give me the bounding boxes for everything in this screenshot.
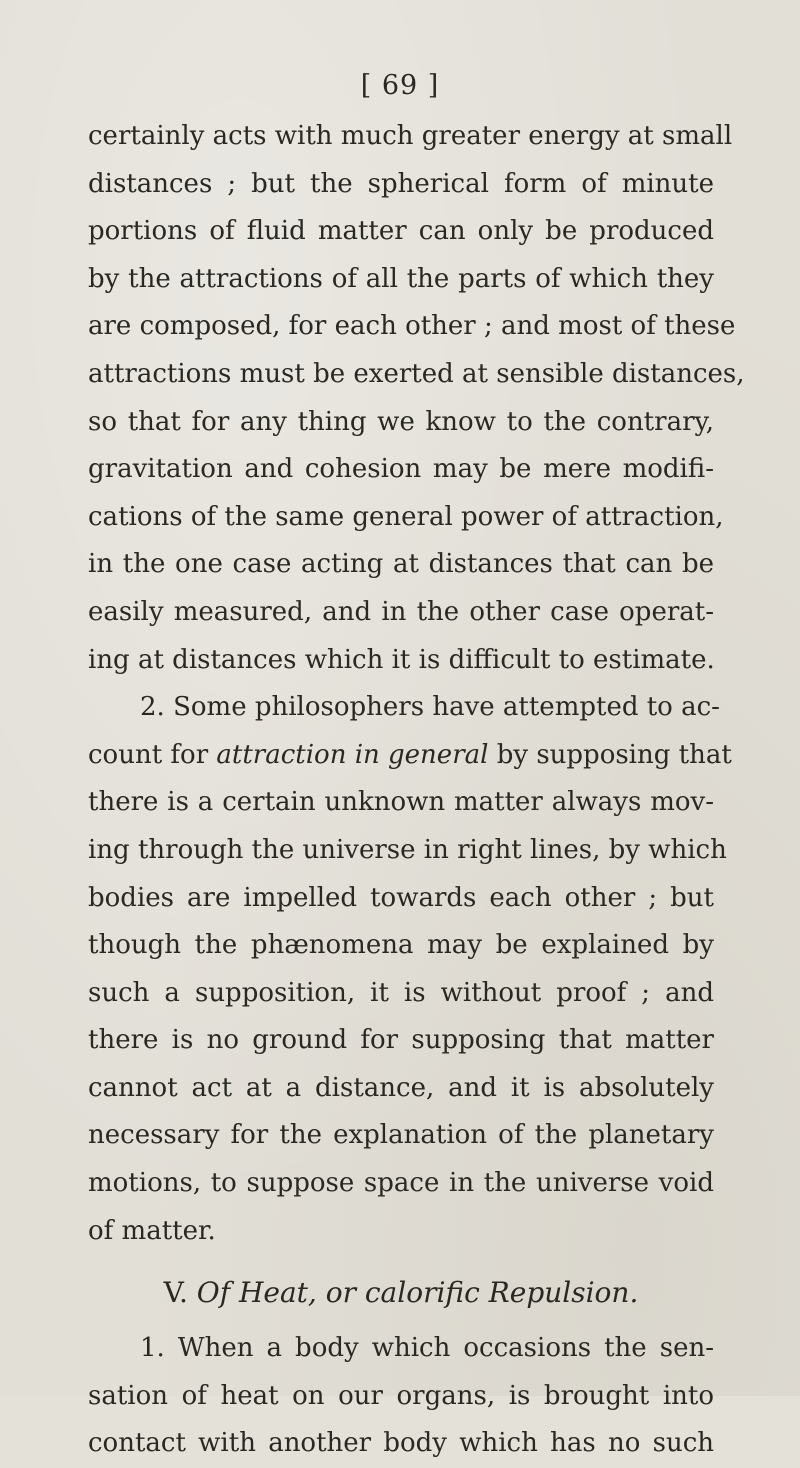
text-line: cannot act at a distance, and it is absolutely [88,1072,714,1103]
text-line: there is a certain unknown matter always mov- [88,787,714,818]
text-line: 2. Some philosophers have attempted to ac- [140,692,720,723]
section-title: Of Heat, or calorific Repulsion. [196,1276,639,1310]
text-run: count for [88,739,217,770]
text-run: by supposing that [488,739,732,770]
section-numeral: V. [163,1276,188,1310]
text-line: of matter. [88,1215,216,1246]
body-text [88,113,745,1468]
text-line: bodies are impelled towards each other ; but [88,882,714,913]
text-line: cations of the same general power of attraction, [88,501,724,532]
text-line: motions, to suppose space in the universe void [88,1168,714,1199]
italic-text: attraction in general [216,739,489,770]
text-line: by the attractions of all the parts of which they [88,263,714,294]
text-line: gravitation and cohesion may be mere modifi- [88,454,714,485]
text-line: contact with another body which has no such [88,1428,714,1459]
text-line: certainly acts with much greater energy at small [88,121,733,151]
text-line [88,732,732,780]
text-line: though the phænomena may be explained by [88,930,714,961]
text-line: such a supposition, it is without proof ; and [88,977,714,1008]
text-line: 1. When a body which occasions the sen- [140,1333,714,1364]
text-line: ing through the universe in right lines, by which [88,834,727,865]
text-line: sation of heat on our organs, is brought into [88,1380,714,1411]
text-line: easily measured, and in the other case operat- [88,596,714,627]
text-line: distances ; but the spherical form of minute [88,168,714,199]
text-line: in the one case acting at distances that can be [88,549,714,580]
text-line: so that for any thing we know to the contrary, [88,406,714,437]
text-line: attractions must be exerted at sensible distances, [88,358,745,389]
section-heading [88,1261,714,1325]
text-line: necessary for the explanation of the planetary [88,1120,714,1151]
text-line: portions of fluid matter can only be produced [88,216,714,247]
text-line: are composed, for each other ; and most of these [88,311,736,342]
text-line: ing at distances which it is difficult to estimate. [88,644,715,675]
text-line: there is no ground for supposing that matter [88,1025,714,1056]
page-number: [ 69 ] [360,70,440,101]
